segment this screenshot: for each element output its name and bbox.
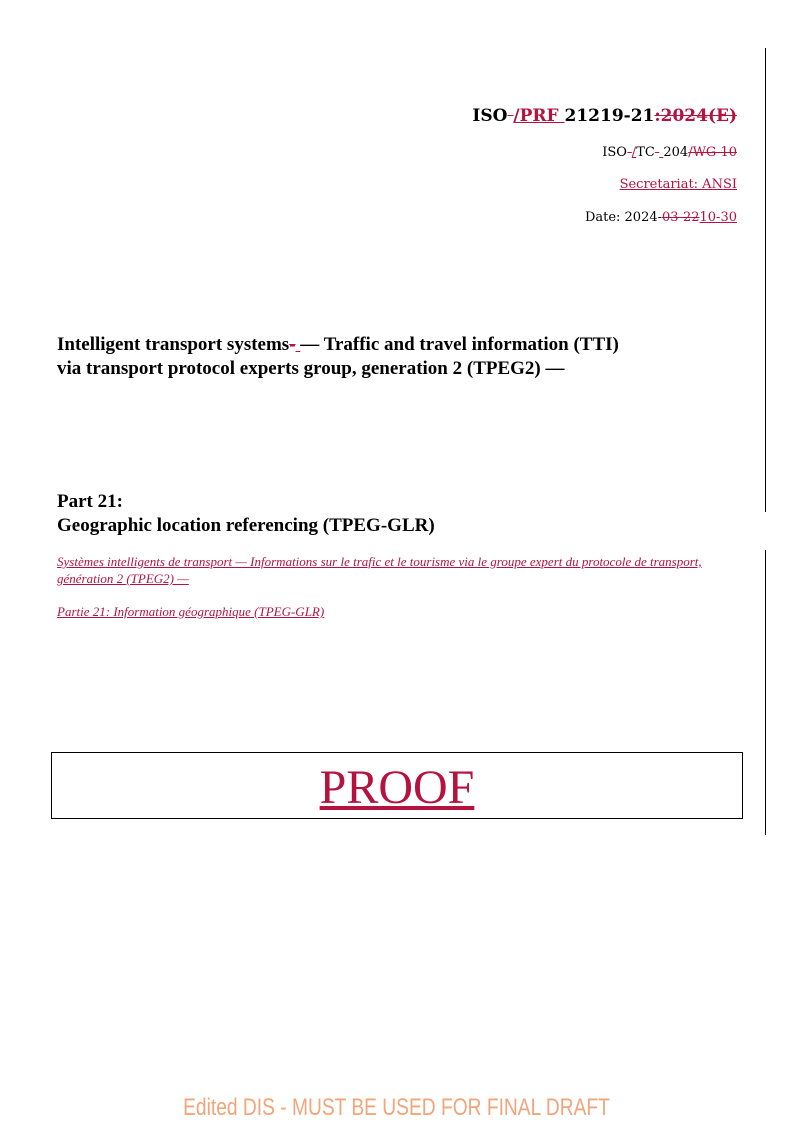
text: TC <box>636 145 655 160</box>
change-bar <box>765 550 766 835</box>
change-bar <box>765 48 766 512</box>
inserted-text: / <box>631 145 637 160</box>
text: 21219-21 <box>564 106 655 126</box>
text: ISO <box>472 106 508 126</box>
title-text: — Traffic and travel information (TTI) <box>300 334 619 355</box>
footer-watermark: Edited DIS - MUST BE USED FOR FINAL DRAFT <box>183 1094 610 1121</box>
part-name: Geographic location referencing (TPEG-GLR) <box>57 515 435 536</box>
proof-stamp-box <box>51 752 743 819</box>
proof-stamp: PROOF <box>319 761 475 814</box>
deleted-text: /WG 10 <box>688 145 737 160</box>
title-text: Intelligent transport systems <box>57 334 290 355</box>
text: Date: 2024- <box>584 210 663 225</box>
french-part-title: Partie 21: Information géographique (TPEG-GLR) <box>57 604 325 619</box>
deleted-text: - <box>654 145 660 160</box>
inserted-text: 10-30 <box>699 210 737 225</box>
deleted-text: :2024(E) <box>654 106 737 126</box>
title-text: via transport protocol experts group, generation 2 (TPEG2) — <box>57 358 565 379</box>
inserted-text: /PRF <box>513 106 565 126</box>
document-number <box>472 106 737 126</box>
document-date <box>585 210 737 225</box>
part-number: Part 21: <box>57 491 123 512</box>
text: 204 <box>663 145 689 160</box>
technical-committee <box>602 145 737 160</box>
text: ISO <box>602 145 628 160</box>
deleted-text: - <box>627 145 632 160</box>
document-title <box>57 333 757 381</box>
french-title: Systèmes intelligents de transport — Informations sur le trafic et le tourisme via le groupe expert du protocole de transport, génération 2 (TPEG2) — <box>57 554 702 586</box>
deleted-text: - <box>289 334 296 355</box>
secretariat: Secretariat: ANSI <box>619 177 737 192</box>
part-title <box>57 490 435 538</box>
deleted-text: 03-22 <box>662 210 700 225</box>
